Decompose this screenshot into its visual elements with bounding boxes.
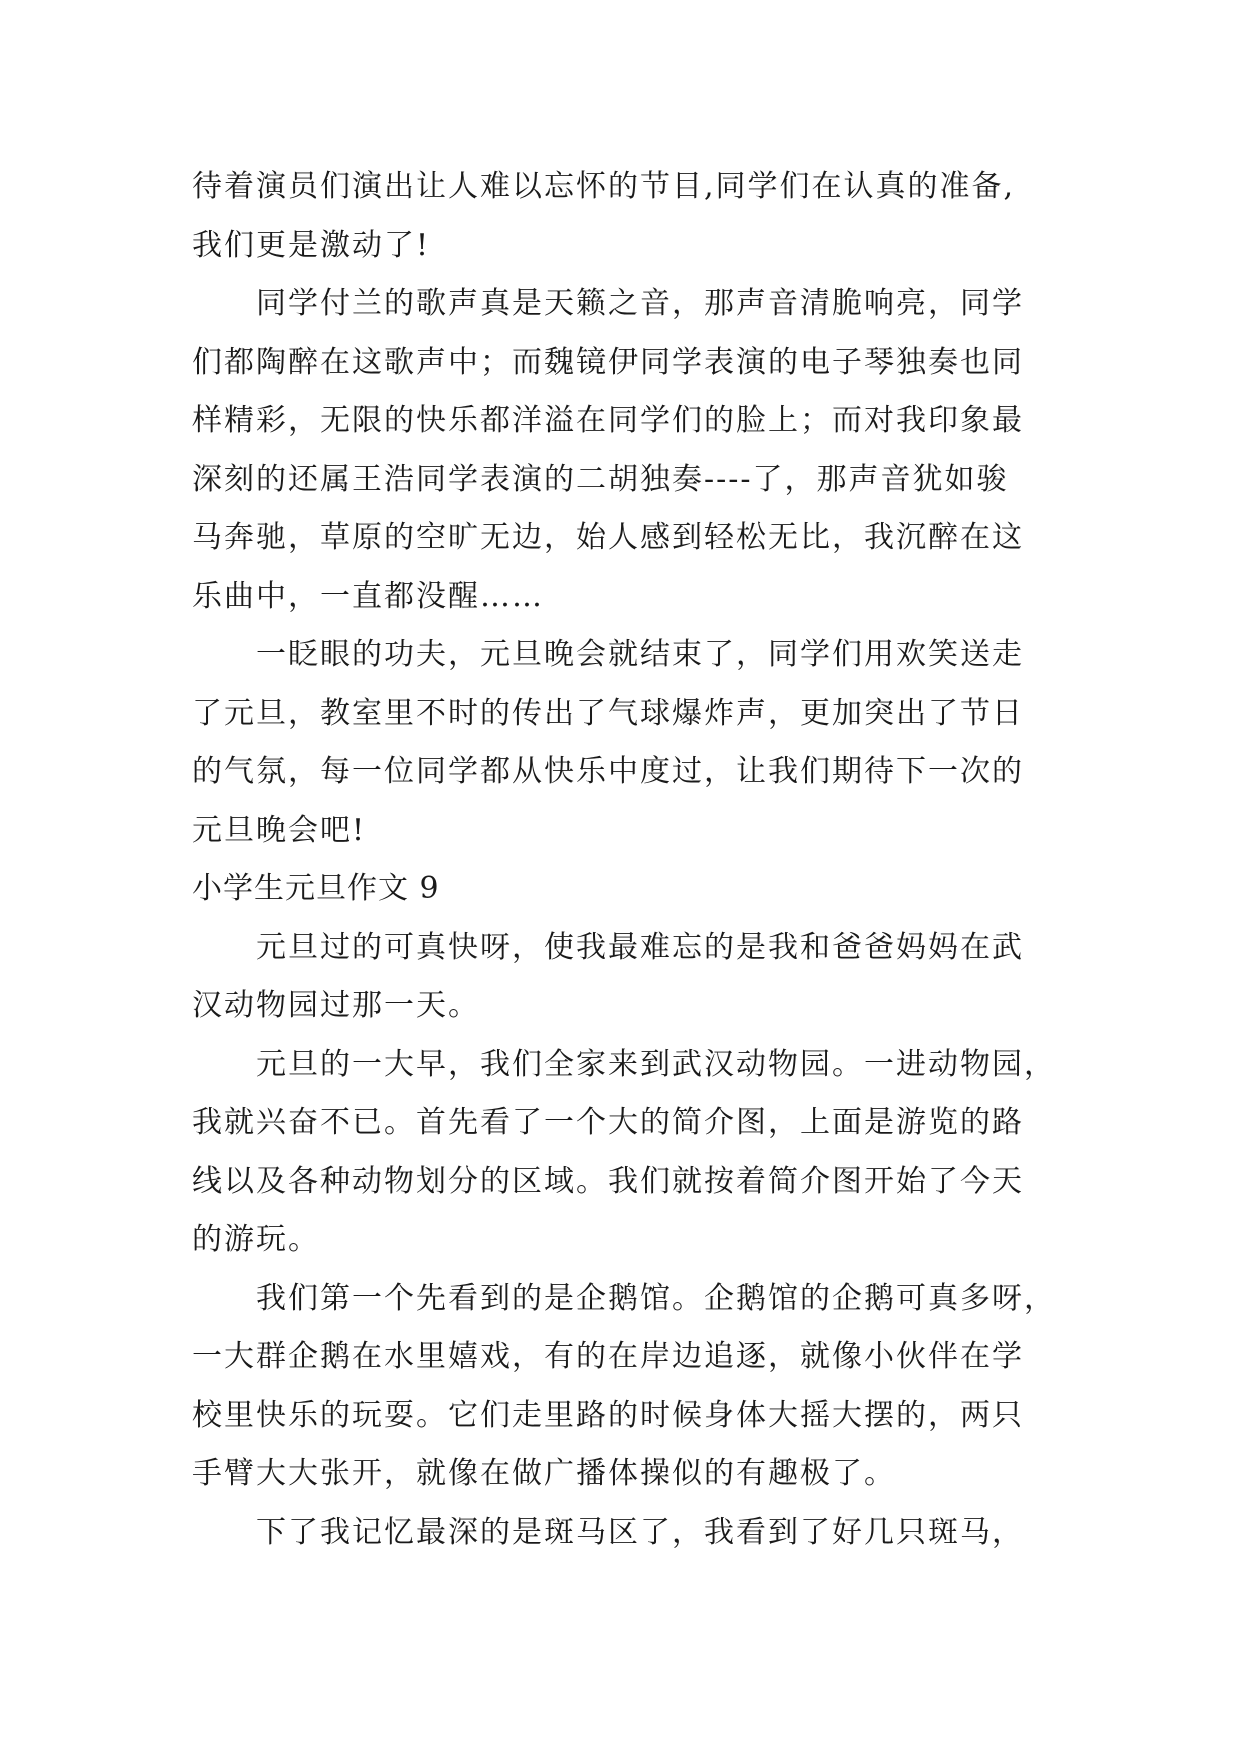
- paragraph-start-line: 元旦的一大早，我们全家来到武汉动物园。一进动物园，: [256, 1046, 1056, 1082]
- text-line: 样精彩，无限的快乐都洋溢在同学们的脸上；而对我印象最: [192, 403, 1024, 438]
- text-line: 待着演员们演出让人难以忘怀的节目,同学们在认真的准备,: [192, 169, 1016, 204]
- text-line: 的游玩。: [192, 1222, 320, 1257]
- text-line: 汉动物园过那一天。: [192, 988, 480, 1023]
- text-line: 线以及各种动物划分的区域。我们就按着简介图开始了今天: [192, 1163, 1024, 1199]
- paragraph-start-line: 一眨眼的功夫，元旦晚会就结束了，同学们用欢笑送走: [256, 637, 1024, 672]
- text-line: 们都陶醉在这歌声中；而魏镜伊同学表演的电子琴独奏也同: [192, 344, 1024, 380]
- text-line: 的气氛，每一位同学都从快乐中度过，让我们期待下一次的: [192, 754, 1024, 789]
- text-line: 深刻的还属王浩同学表演的二胡独奏----了，那声音犹如骏: [192, 461, 1009, 497]
- text-line: 我们更是激动了!: [192, 227, 431, 263]
- text-line: 手臂大大张开，就像在做广播体操似的有趣极了。: [192, 1456, 896, 1491]
- text-line: 马奔驰，草原的空旷无边，始人感到轻松无比，我沉醉在这: [192, 520, 1024, 555]
- paragraph-start-line: 同学付兰的歌声真是天籁之音，那声音清脆响亮，同学: [256, 286, 1024, 321]
- paragraph-start-line: 下了我记忆最深的是斑马区了，我看到了好几只斑马，: [256, 1514, 1024, 1550]
- section-heading: 小学生元旦作文 9: [192, 871, 440, 906]
- text-line: 我就兴奋不已。首先看了一个大的简介图，上面是游览的路: [192, 1105, 1024, 1140]
- paragraph-start-line: 元旦过的可真快呀，使我最难忘的是我和爸爸妈妈在武: [256, 929, 1024, 965]
- document-page: [192, 158, 1092, 1562]
- text-line: 元旦晚会吧!: [192, 812, 367, 848]
- text-line: 一大群企鹅在水里嬉戏，有的在岸边追逐，就像小伙伴在学: [192, 1339, 1024, 1374]
- text-line: 了元旦，教室里不时的传出了气球爆炸声，更加突出了节日: [192, 695, 1024, 731]
- paragraph-start-line: 我们第一个先看到的是企鹅馆。企鹅馆的企鹅可真多呀，: [256, 1280, 1056, 1316]
- text-line: 乐曲中，一直都没醒……: [192, 578, 544, 614]
- text-line: 校里快乐的玩耍。它们走里路的时候身体大摇大摆的，两只: [192, 1397, 1024, 1433]
